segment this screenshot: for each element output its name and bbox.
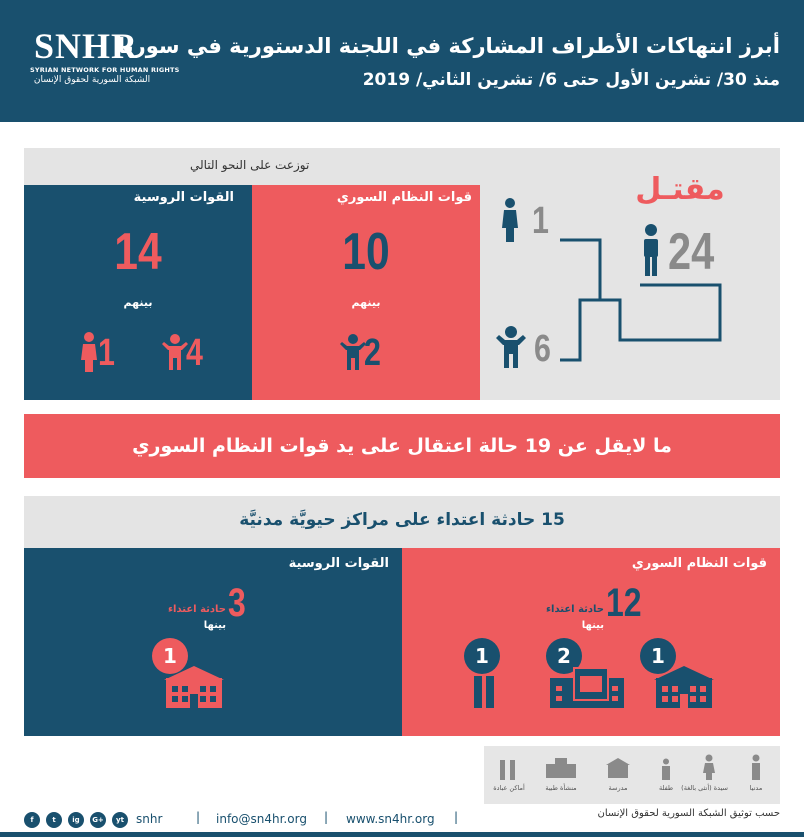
regime-forces-title: قوات النظام السوري: [336, 190, 472, 205]
regime-children-count: 2: [364, 332, 381, 374]
legend-medical: منشأة طبية: [545, 784, 577, 792]
website-link[interactable]: www.sn4hr.org: [346, 812, 435, 826]
school-legend-icon: [606, 758, 630, 778]
email-link[interactable]: info@sn4hr.org: [216, 812, 307, 826]
person-legend-icon: [750, 754, 762, 780]
medical-legend-icon: [546, 758, 576, 778]
regime-medical-count: 2: [546, 638, 582, 674]
separator: |: [454, 810, 459, 824]
facebook-icon[interactable]: f: [24, 812, 40, 828]
regime-killed-count: 10: [342, 223, 390, 281]
separator: |: [324, 810, 329, 824]
regime-attacks-title: قوات النظام السوري: [631, 556, 767, 571]
legend-woman: سيدة (أنثى بالغة): [681, 784, 728, 792]
russian-school-count: 1: [152, 638, 188, 674]
child-icon: [496, 326, 526, 368]
regime-attacks-count: 12: [606, 581, 642, 625]
youtube-icon[interactable]: yt: [112, 812, 128, 828]
legend-box: [484, 746, 780, 804]
logo-arabic-name: الشبكة السورية لحقوق الإنسان: [33, 75, 151, 85]
instagram-icon[interactable]: ig: [68, 812, 84, 828]
handle-link[interactable]: snhr: [136, 812, 163, 826]
detention-text: ما لايقل عن 19 حالة اعتقال على يد قوات النظام السوري: [132, 435, 672, 457]
legend-civilian: مدنيا: [749, 784, 763, 792]
legend-worship: أماكن عبادة: [493, 784, 525, 792]
regime-among-label: بينهم: [351, 296, 381, 309]
russian-children-count: 4: [186, 332, 203, 374]
page-title: أبرز انتهاكات الأطراف المشاركة في اللجنة الدستورية في سوريا: [117, 34, 780, 58]
woman-icon: [80, 332, 98, 372]
russian-attacks-unit: حادثة اعتداء: [167, 604, 226, 615]
googleplus-icon[interactable]: G+: [90, 812, 106, 828]
killed-label: مقتـل: [635, 172, 725, 207]
russian-among-label: بينهم: [123, 296, 153, 309]
total-killed-count: 24: [668, 223, 715, 281]
regime-among-label: بينها: [581, 620, 604, 631]
child-icon: [162, 334, 188, 370]
russian-women-count: 1: [98, 332, 115, 374]
attacks-title: 15 حادثة اعتداء على مراكز حيويَّة مدنيَّة: [239, 510, 565, 530]
woman-legend-icon: [703, 754, 715, 780]
child-legend-icon: [658, 758, 674, 780]
worship-place-icon: [472, 674, 496, 708]
worship-legend-icon: [498, 756, 518, 780]
logo-english-name: SYRIAN NETWORK FOR HUMAN RIGHTS: [30, 66, 180, 74]
school-icon: [162, 664, 226, 708]
regime-school-count: 1: [640, 638, 676, 674]
separator: |: [196, 810, 201, 824]
medical-facility-icon: [550, 662, 624, 708]
school-icon: [652, 664, 716, 708]
children-killed-count: 6: [534, 328, 551, 370]
regime-attacks-unit: حادثة اعتداء: [545, 604, 604, 615]
russian-attacks-count: 3: [228, 581, 246, 625]
russian-attacks-title: القوات الروسية: [288, 556, 389, 571]
legend-school: مدرسة: [608, 784, 628, 792]
connector-lines: [540, 230, 740, 370]
russian-among-label: بينها: [203, 620, 226, 631]
russian-killed-count: 14: [114, 223, 162, 281]
women-killed-count: 1: [532, 200, 549, 242]
page-subtitle: منذ 30/ تشرين الأول حتى 6/ تشرين الثاني/ 2019: [362, 70, 780, 90]
russian-forces-panel: [24, 185, 252, 400]
twitter-icon[interactable]: t: [46, 812, 62, 828]
snhr-logo: SNHR: [34, 26, 139, 66]
regime-worship-count: 1: [464, 638, 500, 674]
footer-bar: [0, 832, 804, 837]
child-icon: [340, 334, 366, 370]
woman-icon: [500, 198, 520, 242]
distribution-label: توزعت على النحو التالي: [190, 158, 310, 172]
footer-credit: حسب توثيق الشبكة السورية لحقوق الإنسان: [597, 808, 780, 819]
russian-forces-title: القوات الروسية: [133, 190, 234, 205]
legend-child: طفلة: [658, 784, 674, 792]
